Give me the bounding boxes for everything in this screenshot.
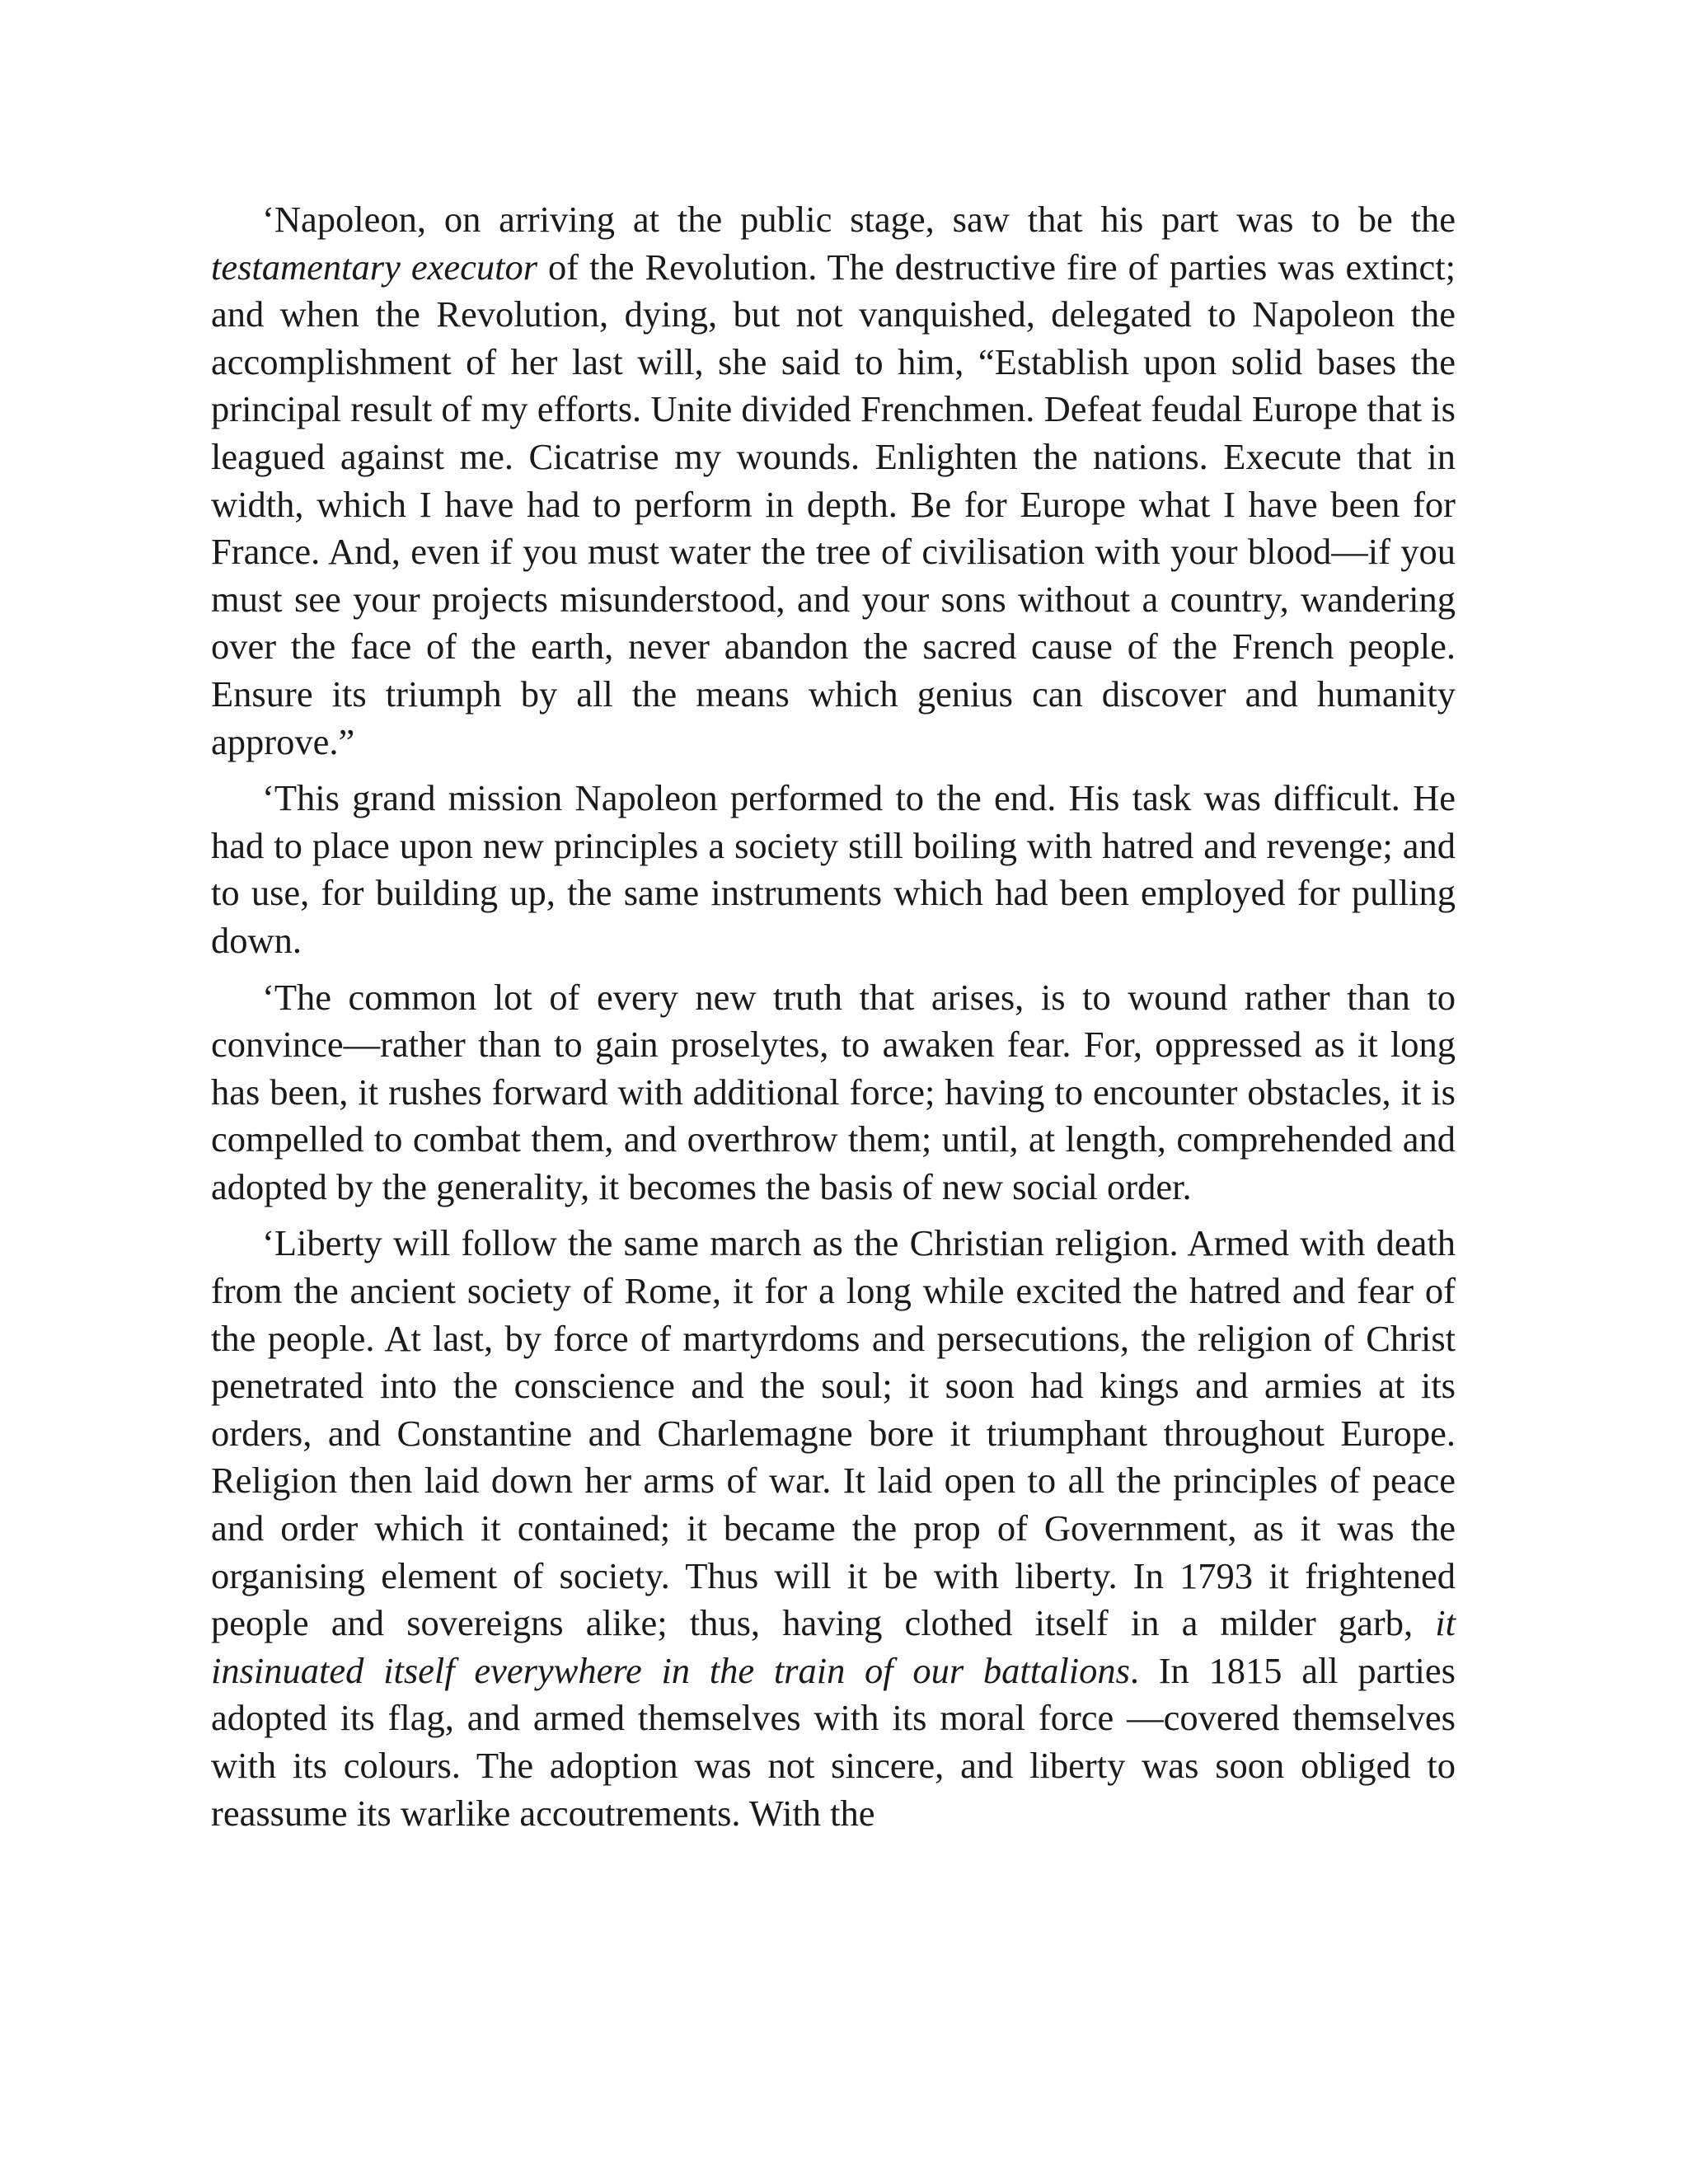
paragraph-text: ‘Liberty will follow the same march as the Christian religion. Armed with death from the ancient society of Rome, it for a long while excited the hatred and fear of the people. At last, by force of martyrdoms and persecutions, the religion of Christ penetrated into the conscience and the soul; it soon had kings and armies at its orders, and Constantine and Charlemagne bore it triumphant throughout Europe. Religion then laid down her arms of war. It laid open to all the principles of peace and order which it contained; it became the prop of Government, as it was the organising element of society. Thus will it be with liberty. In 1793 it frightened people and sovereigns alike; thus, having clothed itself in a milder garb, [211, 1222, 1456, 1644]
paragraph-text: ‘The common lot of every new truth that arises, is to wound rather than to convince—rather than to gain proselytes, to awaken fear. For, oppressed as it long has been, it rushes forward with additional force; having to encounter obstacles, it is compelled to combat them, and overthrow them; until, at length, comprehended and adopted by the generality, it becomes the basis of new social order. [211, 976, 1456, 1207]
paragraph-text: ‘This grand mission Napoleon performed to the end. His task was difficult. He had to place upon new principles a society still boiling with hatred and revenge; and to use, for building up, the same instruments which had been employed for pulling down. [211, 777, 1456, 961]
paragraph-new-truth [211, 974, 1456, 1212]
paragraph-text: ‘Napoleon, on arriving at the public stage, saw that his part was to be the [262, 199, 1456, 240]
italic-phrase: it insinuated itself everywhere in the train of our battalions [211, 1602, 1456, 1691]
body-text [211, 196, 1456, 1837]
paragraph-napoleon-executor [211, 196, 1456, 766]
paragraph-grand-mission [211, 775, 1456, 964]
italic-phrase: testamentary executor [211, 246, 538, 288]
paragraph-text: . In 1815 all parties adopted its flag, and armed themselves with its moral force —covered themselves with its colours. The adoption was not sincere, and liberty was soon obliged to reassume its warlike accoutrements. With the [211, 1649, 1456, 1834]
paragraph-liberty [211, 1220, 1456, 1837]
paragraph-text: of the Revolution. The destructive fire of parties was extinct; and when the Revolution, dying, but not vanquished, delegated to Napoleon the accomplishment of her last will, she said to him, “Establish upon solid bases the principal result of my efforts. Unite divided Frenchmen. Defeat feudal Europe that is leagued against me. Cicatrise my wounds. Enlighten the nations. Execute that in width, which I have had to perform in depth. Be for Europe what I have been for France. And, even if you must water the tree of civilisation with your blood—if you must see your projects misunderstood, and your sons without a country, wandering over the face of the earth, never abandon the sacred cause of the French people. Ensure its triumph by all the means which genius can discover and humanity approve.” [211, 246, 1456, 762]
